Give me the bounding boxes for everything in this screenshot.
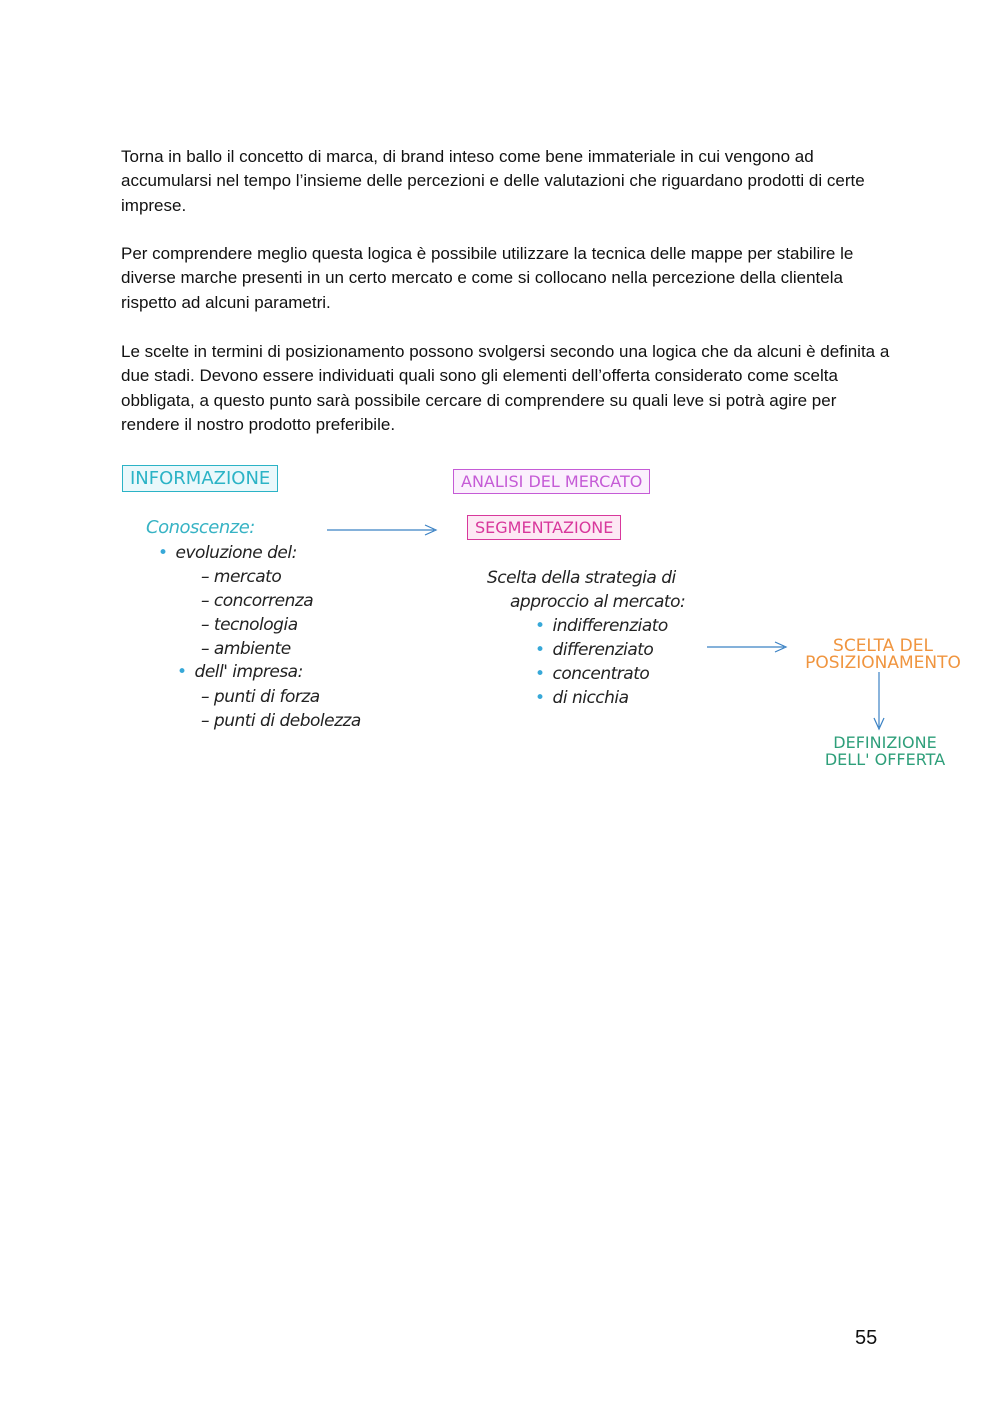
bullet-icon: • [158, 543, 168, 563]
evoluzione-item-text: ambiente [213, 639, 291, 659]
impresa-item: – punti di debolezza [201, 711, 361, 731]
impresa-item-text: punti di forza [213, 687, 320, 707]
bullet-icon: • [535, 616, 545, 636]
segmentazione-box: SEGMENTAZIONE [467, 515, 621, 540]
analisi-mercato-box: ANALISI DEL MERCATO [453, 469, 650, 494]
evoluzione-item: – mercato [201, 567, 282, 587]
paragraph-posizionamento: Le scelte in termini di posizionamento possono svolgersi secondo una logica che da alcuni è definita a due stadi. Devono essere individuati quali sono gli elementi dell’offerta considerato come scelta obbligata, a questo punto sarà possibile cercare di comprendere su quali leve si potrà agire per rendere il nostro prodotto preferibile. [121, 342, 890, 434]
approccio-text: di nicchia [552, 688, 629, 708]
bullet-icon: • [535, 640, 545, 660]
page-number: 55 [855, 1327, 878, 1349]
impresa-item: – punti di forza [201, 687, 320, 707]
approccio-text: differenziato [552, 640, 654, 660]
informazione-box: INFORMAZIONE [122, 465, 278, 492]
bullet-icon: • [535, 688, 545, 708]
evoluzione-item: – tecnologia [201, 615, 298, 635]
evoluzione-item-text: tecnologia [213, 615, 298, 635]
bullet-icon: • [177, 662, 187, 682]
evoluzione-item: – concorrenza [201, 591, 314, 611]
evoluzione-item-text: mercato [213, 567, 282, 587]
conoscenze-label: Conoscenze: [146, 517, 255, 538]
strategia-line2: approccio al mercato: [510, 592, 686, 612]
bullet-icon: • [535, 664, 545, 684]
scelta-line2: POSIZIONAMENTO [805, 653, 961, 673]
approccio-text: concentrato [552, 664, 650, 684]
paragraph-brand: Torna in ballo il concetto di marca, di brand inteso come bene immateriale in cui vengono ad accumularsi nel tempo l’insieme delle percezioni e delle valutazioni che riguardano prodotti di certe imprese. [121, 147, 865, 215]
definizione-line1: DEFINIZIONE [833, 733, 937, 752]
evoluzione-text: evoluzione del: [175, 543, 297, 563]
definizione-line2: DELL' OFFERTA [824, 750, 946, 769]
impresa-item-text: punti di debolezza [213, 711, 361, 731]
evoluzione-item: – ambiente [201, 639, 291, 659]
scelta-line1: SCELTA DEL [833, 636, 933, 656]
strategia-line1: Scelta della strategia di [487, 568, 676, 588]
impresa-text: dell' impresa: [194, 662, 303, 682]
paragraph-mappe: Per comprendere meglio questa logica è possibile utilizzare la tecnica delle mappe per stabilire le diverse marche presenti in un certo mercato e come si collocano nella percezione della clientela rispetto ad alcuni parametri. [121, 244, 854, 312]
evoluzione-item-text: concorrenza [213, 591, 314, 611]
approccio-text: indifferenziato [552, 616, 668, 636]
